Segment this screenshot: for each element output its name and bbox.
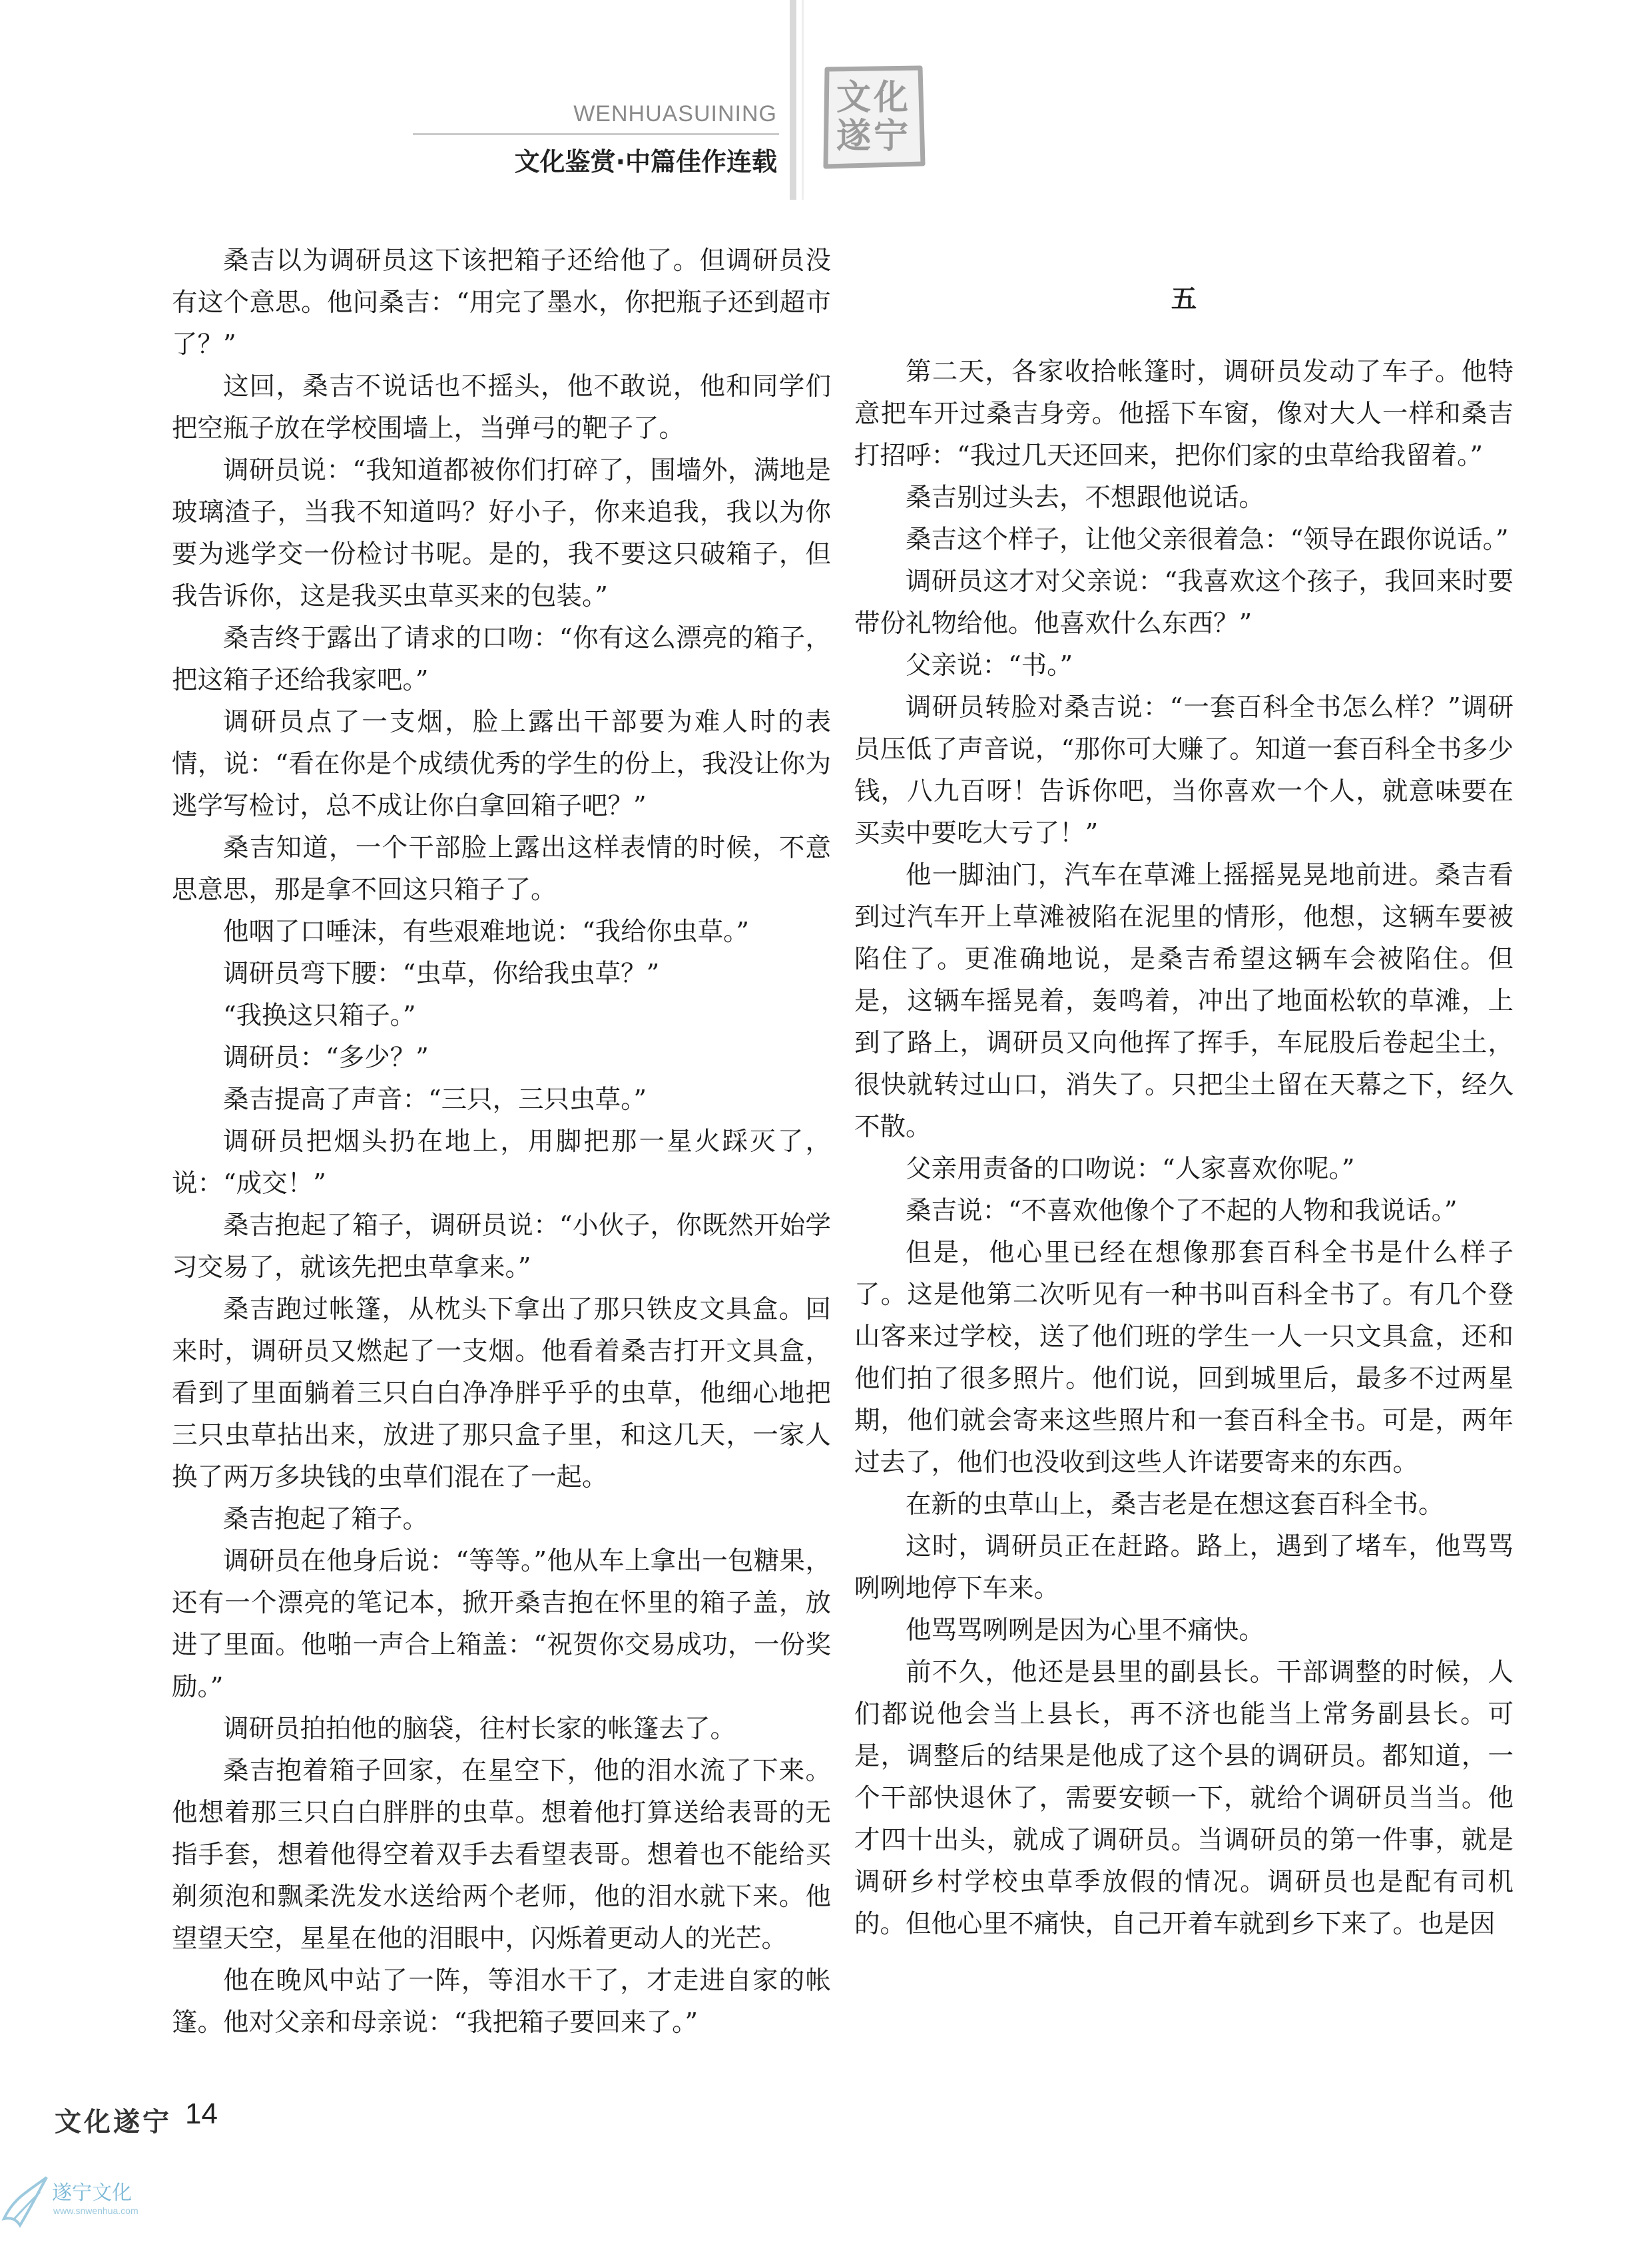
header-vertical-rule-thin <box>802 0 804 200</box>
paragraph: 但是，他心里已经在想像那套百科全书是什么样子了。这是他第二次听见有一种书叫百科全书了。有几个登山客来过学校，送了他们班的学生一人一只文具盒，还和他们拍了很多照片。他们说，回到城里后，最多不过两星期，他们就会寄来这些照片和一套百科全书。可是，两年过去了，他们也没收到这些人许诺要寄来的东西。 <box>854 1238 1514 1478</box>
header-english-title: WENHUASUINING <box>573 101 777 127</box>
watermark-text: 遂宁文化 <box>52 2181 132 2205</box>
article-right-column <box>854 240 1514 1945</box>
paragraph: 调研员这才对父亲说：“我喜欢这个孩子，我回来时要带份礼物给他。他喜欢什么东西？” <box>854 567 1514 639</box>
paragraph: 调研员：“多少？” <box>223 1043 429 1073</box>
header-column-title: 文化鉴赏·中篇佳作连载 <box>514 147 777 176</box>
paragraph: 桑吉提高了声音：“三只，三只虫草。” <box>223 1085 647 1115</box>
paragraph: 桑吉跑过帐篷，从枕头下拿出了那只铁皮文具盒。回来时，调研员又燃起了一支烟。他看着桑吉打开文具盒，看到了里面躺着三只白白净净胖乎乎的虫草，他细心地把三只虫草拈出来，放进了那只盒子里，和这几天，一家人换了两万多块钱的虫草们混在了一起。 <box>172 1294 831 1492</box>
paragraph: 桑吉抱着箱子回家，在星空下，他的泪水流了下来。他想着那三只白白胖胖的虫草。想着他打算送给表哥的无指手套，想着他得空着双手去看望表哥。想着也不能给买剃须泡和飘柔洗发水送给两个老师，他的泪水就下来。他望望天空，星星在他的泪眼中，闪烁着更动人的光芒。 <box>172 1756 831 1954</box>
paragraph: 调研员点了一支烟，脸上露出干部要为难人时的表情，说：“看在你是个成绩优秀的学生的份上，我没让你为逃学写检讨，总不成让你白拿回箱子吧？” <box>172 707 831 821</box>
paragraph: 这回，桑吉不说话也不摇头，他不敢说，他和同学们把空瓶子放在学校围墙上，当弹弓的靶子了。 <box>172 372 831 443</box>
paragraph: “我换这只箱子。” <box>223 1001 416 1031</box>
paragraph: 调研员弯下腰：“虫草，你给我虫草？” <box>223 959 660 989</box>
paragraph: 桑吉说：“不喜欢他像个了不起的人物和我说话。” <box>906 1196 1458 1226</box>
page-number: 14 <box>185 2098 218 2130</box>
paragraph: 他一脚油门，汽车在草滩上摇摇晃晃地前进。桑吉看到过汽车开上草滩被陷在泥里的情形，他想，这辆车要被陷住了。更准确地说，是桑吉希望这辆车会被陷住。但是，这辆车摇晃着，轰鸣着，冲出了地面松软的草滩，上到了路上，调研员又向他挥了挥手，车屁股后卷起尘土，很快就转过山口，消失了。只把尘土留在天幕之下，经久不散。 <box>854 860 1514 1142</box>
watermark-url: www.snwenhua.com <box>53 2205 138 2216</box>
paragraph: 他咽了口唾沫，有些艰难地说：“我给你虫草。” <box>223 917 750 947</box>
header-divider <box>413 133 779 135</box>
paragraph: 桑吉终于露出了请求的口吻：“你有这么漂亮的箱子，把这箱子还给我家吧。” <box>172 623 831 695</box>
watermark-bird-icon <box>0 2172 51 2232</box>
paragraph: 他骂骂咧咧是因为心里不痛快。 <box>906 1615 1265 1645</box>
paragraph: 桑吉别过头去，不想跟他说话。 <box>906 483 1265 513</box>
seal-logo <box>820 64 927 170</box>
article-left-column <box>172 240 831 2044</box>
seal-text: 文化遂宁 <box>836 77 911 156</box>
paragraph: 在新的虫草山上，桑吉老是在想这套百科全书。 <box>906 1490 1444 1520</box>
paragraph: 前不久，他还是县里的副县长。干部调整的时候，人们都说他会当上县长，再不济也能当上常务副县长。可是，调整后的结果是他成了这个县的调研员。都知道，一个干部快退休了，需要安顿一下，就给个调研员当当。他才四十出头，就成了调研员。当调研员的第一件事，就是调研乡村学校虫草季放假的情况。调研员也是配有司机的。但他心里不痛快，自己开着车就到乡下来了。也是因 <box>854 1657 1514 1939</box>
header-vertical-rule <box>790 0 796 200</box>
paragraph: 调研员说：“我知道都被你们打碎了，围墙外，满地是玻璃渣子，当我不知道吗？好小子，你来追我，我以为你要为逃学交一份检讨书呢。是的，我不要这只破箱子，但我告诉你，这是我买虫草买来的包装。” <box>172 455 831 611</box>
footer-magazine-name: 文化遂宁 <box>55 2106 172 2137</box>
paragraph: 桑吉以为调研员这下该把箱子还给他了。但调研员没有这个意思。他问桑吉：“用完了墨水，你把瓶子还到超市了？” <box>172 246 831 360</box>
paragraph: 调研员在他身后说：“等等。”他从车上拿出一包糖果，还有一个漂亮的笔记本，掀开桑吉抱在怀里的箱子盖，放进了里面。他啪一声合上箱盖：“祝贺你交易成功，一份奖励。” <box>172 1546 831 1702</box>
paragraph: 第二天，各家收拾帐篷时，调研员发动了车子。他特意把车开过桑吉身旁。他摇下车窗，像对大人一样和桑吉打招呼：“我过几天还回来，把你们家的虫草给我留着。” <box>854 357 1514 471</box>
paragraph: 桑吉这个样子，让他父亲很着急：“领导在跟你说话。” <box>906 525 1509 555</box>
paragraph: 桑吉知道，一个干部脸上露出这样表情的时候，不意思意思，那是拿不回这只箱子了。 <box>172 833 831 905</box>
section-heading: 五 <box>1171 284 1197 314</box>
paragraph: 父亲说：“书。” <box>906 651 1073 681</box>
paragraph: 这时，调研员正在赶路。路上，遇到了堵车，他骂骂咧咧地停下车来。 <box>854 1532 1514 1603</box>
paragraph: 父亲用责备的口吻说：“人家喜欢你呢。” <box>906 1154 1355 1184</box>
paragraph: 他在晚风中站了一阵，等泪水干了，才走进自家的帐篷。他对父亲和母亲说：“我把箱子要回来了。” <box>172 1966 831 2038</box>
paragraph: 调研员转脸对桑吉说：“一套百科全书怎么样？”调研员压低了声音说，“那你可大赚了。知道一套百科全书多少钱，八九百呀！告诉你吧，当你喜欢一个人，就意味要在买卖中要吃大亏了！” <box>854 693 1514 848</box>
paragraph: 调研员把烟头扔在地上，用脚把那一星火踩灭了，说：“成交！” <box>172 1127 831 1199</box>
paragraph: 桑吉抱起了箱子，调研员说：“小伙子，你既然开始学习交易了，就该先把虫草拿来。” <box>172 1211 831 1282</box>
paragraph: 桑吉抱起了箱子。 <box>223 1504 429 1534</box>
paragraph: 调研员拍拍他的脑袋，往村长家的帐篷去了。 <box>223 1714 736 1744</box>
